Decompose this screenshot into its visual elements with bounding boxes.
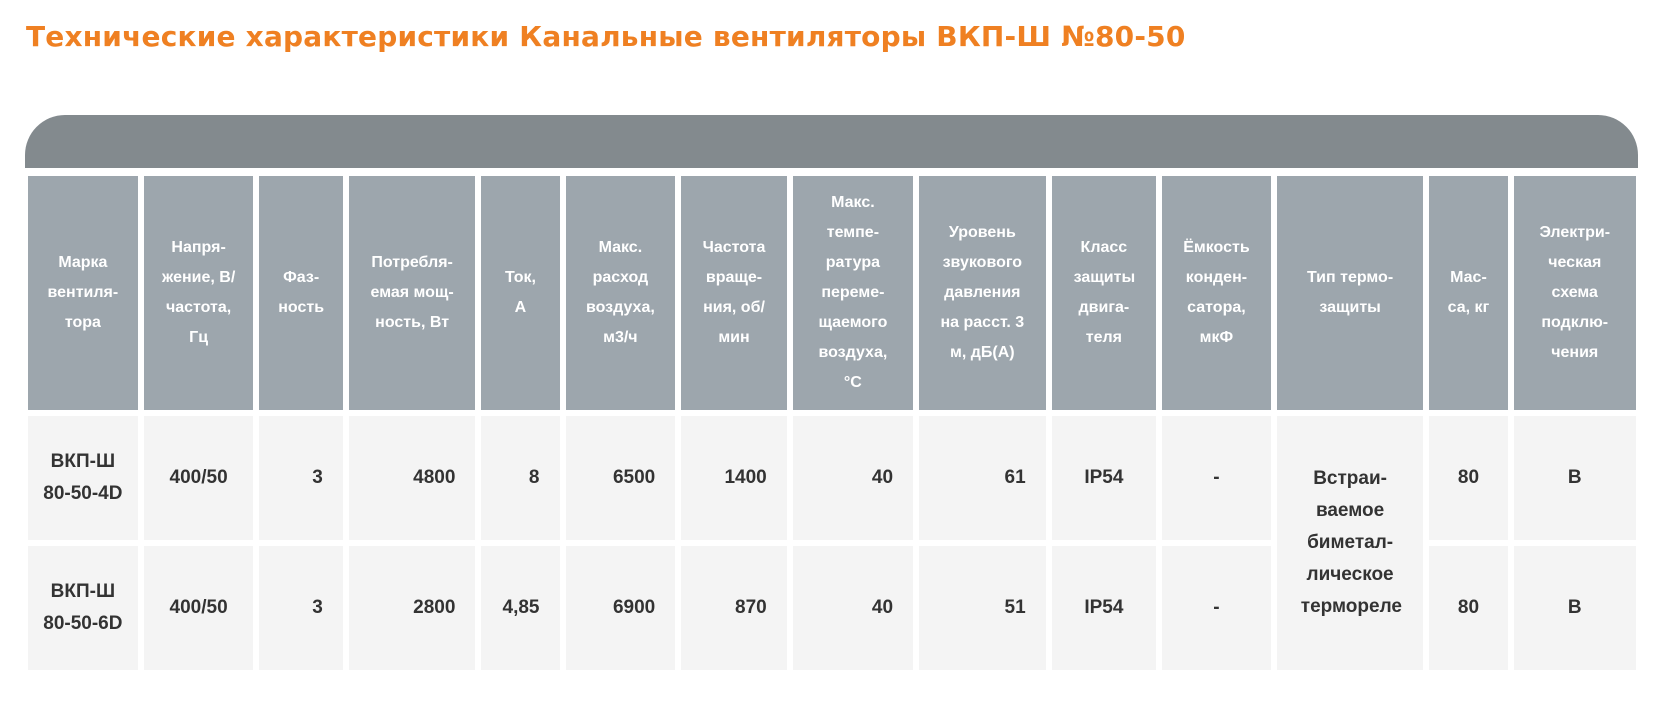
- column-header-phases: Фаз-ность: [259, 176, 342, 410]
- cell-mass: 80: [1429, 416, 1507, 540]
- cell-airflow: 6900: [566, 546, 676, 670]
- cell-model: ВКП-Ш 80-50-4D: [28, 416, 138, 540]
- cell-mass: 80: [1429, 546, 1507, 670]
- cell-voltage: 400/50: [144, 416, 254, 540]
- column-header-current: Ток, А: [481, 176, 559, 410]
- table-header-bar: [25, 115, 1638, 168]
- cell-rpm: 1400: [681, 416, 787, 540]
- table-row: [28, 416, 1636, 540]
- cell-power: 4800: [349, 416, 476, 540]
- cell-current: 8: [481, 416, 559, 540]
- cell-capacitor: -: [1162, 546, 1271, 670]
- cell-max-temp: 40: [793, 546, 913, 670]
- cell-model: ВКП-Ш 80-50-6D: [28, 546, 138, 670]
- cell-phases: 3: [259, 416, 342, 540]
- column-header-voltage: Напря-жение, В/частота, Гц: [144, 176, 254, 410]
- cell-phases: 3: [259, 546, 342, 670]
- column-header-mass: Мас-са, кг: [1429, 176, 1507, 410]
- header-row: [28, 176, 1636, 410]
- cell-rpm: 870: [681, 546, 787, 670]
- column-header-scheme: Электри-ческая схема подклю-чения: [1514, 176, 1637, 410]
- column-header-airflow: Макс. расход воздуха, м3/ч: [566, 176, 676, 410]
- column-header-rpm: Частота враще-ния, об/мин: [681, 176, 787, 410]
- page-title: Технические характеристики Канальные вентиляторы ВКП-Ш №80-50: [26, 20, 1186, 53]
- column-header-power: Потребля-емая мощ-ность, Вт: [349, 176, 476, 410]
- column-header-noise: Уровень звукового давления на расст. 3 м, дБ(А): [919, 176, 1046, 410]
- cell-thermal-protection: Встраи-ваемое биметал-лическое термореле: [1277, 416, 1424, 670]
- cell-noise: 51: [919, 546, 1046, 670]
- column-header-thermal-protection: Тип термо-защиты: [1277, 176, 1424, 410]
- cell-scheme: B: [1514, 546, 1637, 670]
- column-header-model: Марка вентиля-тора: [28, 176, 138, 410]
- cell-capacitor: -: [1162, 416, 1271, 540]
- cell-current: 4,85: [481, 546, 559, 670]
- cell-protection-class: IP54: [1052, 416, 1156, 540]
- cell-max-temp: 40: [793, 416, 913, 540]
- cell-power: 2800: [349, 546, 476, 670]
- column-header-capacitor: Ёмкость конден-сатора, мкФ: [1162, 176, 1271, 410]
- cell-airflow: 6500: [566, 416, 676, 540]
- column-header-protection-class: Класс защиты двига-теля: [1052, 176, 1156, 410]
- cell-noise: 61: [919, 416, 1046, 540]
- column-header-max-temp: Макс. темпе-ратура переме-щаемого воздуха, °С: [793, 176, 913, 410]
- specs-table: [22, 170, 1642, 676]
- cell-scheme: B: [1514, 416, 1637, 540]
- cell-voltage: 400/50: [144, 546, 254, 670]
- cell-protection-class: IP54: [1052, 546, 1156, 670]
